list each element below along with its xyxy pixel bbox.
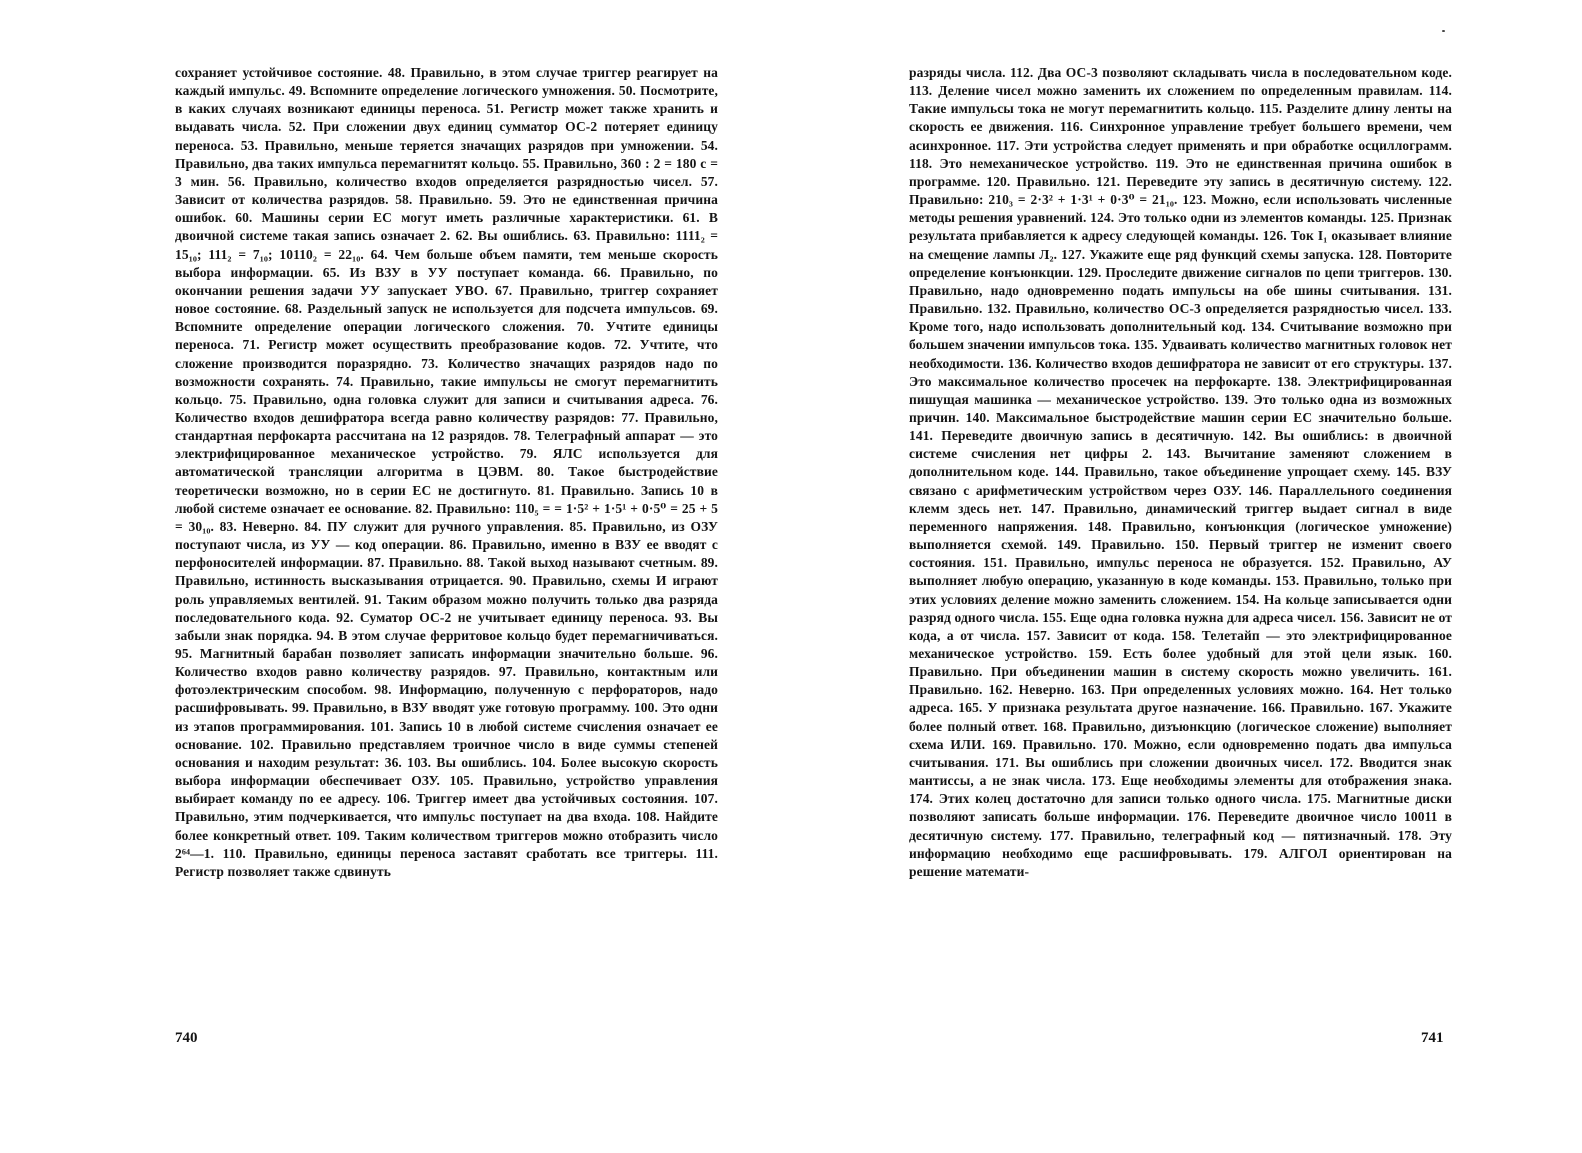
right-page	[791, 0, 1582, 1153]
left-page-text: сохраняет устойчивое состояние. 48. Правильно, в этом случае триггер реагирует на каждый импульс. 49. Вспомните определение логического умножения. 50. Посмотрите, в каких случаях возникают единицы переноса. 51. Регистр может также хранить и выдавать числа. 52. При сложении двух единиц сумматор ОС-2 потеряет единицу переноса. 53. Правильно, меньше теряется значащих разрядов при умножении. 54. Правильно, два таких импульса перемагнитят кольцо. 55. Правильно, 360 : 2 = 180 с = 3 мин. 56. Правильно, количество входов определяется разрядностью чисел. 57. Зависит от количества разрядов. 58. Правильно. 59. Это не единственная причина ошибок. 60. Машины серии ЕС могут иметь различные характеристики. 61. В двоичной системе такая запись означает 2. 62. Вы ошиблись. 63. Правильно: 1111₂ = 15₁₀; 111₂ = 7₁₀; 10110₂ = 22₁₀. 64. Чем больше объем памяти, тем меньше скорость выбора информации. 65. Из ВЗУ в УУ поступает команда. 66. Правильно, по окончании решения задачи УУ запускает УВО. 67. Правильно, триггер сохраняет новое состояние. 68. Раздельный запуск не используется для подсчета импульсов. 69. Вспомните определение операции логического сложения. 70. Учтите единицы переноса. 71. Регистр может осуществить преобразование кодов. 72. Учтите, что сложение производится поразрядно. 73. Количество значащих разрядов надо по возможности сохранять. 74. Правильно, такие импульсы не смогут перемагнитить кольцо. 75. Правильно, одна головка служит для записи и считывания адреса. 76. Количество входов дешифратора всегда равно количеству разрядов: 77. Правильно, стандартная перфокарта рассчитана на 12 разрядов. 78. Телеграфный аппарат — это электрифицированное механическое устройство. 79. ЯЛС используется для автоматической трансляции алгоритма в ЦЭВМ. 80. Такое быстродействие теоретически возможно, но в серии ЕС не достигнуто. 81. Правильно. Запись 10 в любой системе означает ее основание. 82. Правильно: 110₅ = = 1·5² + 1·5¹ + 0·5⁰ = 25 + 5 = 30₁₀. 83. Неверно. 84. ПУ служит для ручного управления. 85. Правильно, из ОЗУ поступают числа, из УУ — код операции. 86. Правильно, именно в ВЗУ ее вводят с перфоносителей информации. 87. Правильно. 88. Такой выход называют счетным. 89. Правильно, истинность высказывания отрицается. 90. Правильно, схемы И играют роль управляемых вентилей. 91. Таким образом можно получить только два разряда последовательного кода. 92. Суматор ОС-2 не учитывает единицу переноса. 93. Вы забыли знак порядка. 94. В этом случае ферритовое кольцо будет перемагничиваться. 95. Магнитный барабан позволяет записать информации значительно больше. 96. Количество входов равно количеству разрядов. 97. Правильно, контактным или фотоэлектрическим способом. 98. Информацию, полученную с перфораторов, надо расшифровывать. 99. Правильно, в ВЗУ вводят уже готовую программу. 100. Это одни из этапов программирования. 101. Запись 10 в любой системе счисления означает ее основание. 102. Правильно представляем троичное число в виде суммы степеней основания и находим результат: 36. 103. Вы ошиблись. 104. Более высокую скорость выбора информации обеспечивает ОЗУ. 105. Правильно, устройство управления выбирает команду по ее адресу. 106. Триггер имеет два устойчивых состояния. 107. Правильно, этим подчеркивается, что импульс поступает на два входа. 108. Найдите более конкретный ответ. 109. Таким количеством триггеров можно отобразить число 2⁶⁴—1. 110. Правильно, единицы переноса заставят сработать все триггеры. 111. Регистр позволяет также сдвинуть	[175, 65, 718, 879]
right-page-number: 741	[1421, 1030, 1444, 1046]
left-page-number: 740	[175, 1030, 198, 1046]
right-page-text: разряды числа. 112. Два ОС-3 позволяют складывать числа в последовательном коде. 113. Деление чисел можно заменить их сложением по определенным правилам. 114. Такие импульсы тока не могут перемагнитить кольцо. 115. Разделите длину ленты на скорость ее движения. 116. Синхронное управление требует большего времени, чем асинхронное. 117. Эти устройства следует применять и при обработке осциллограмм. 118. Это немеханическое устройство. 119. Это не единственная причина ошибок в программе. 120. Правильно. 121. Переведите эту запись в десятичную систему. 122. Правильно: 210₃ = 2·3² + 1·3¹ + 0·3⁰ = 21₁₀. 123. Можно, если использовать численные методы решения уравнений. 124. Это только одни из элементов команды. 125. Признак результата прибавляется к адресу следующей команды. 126. Ток I₁ оказывает влияние на смещение лампы Л₂. 127. Укажите еще ряд функций схемы запуска. 128. Повторите определение конъюнкции. 129. Проследите движение сигналов по цепи триггеров. 130. Правильно, надо одновременно подать импульсы на обе шины считывания. 131. Правильно. 132. Правильно, количество ОС-3 определяется разрядностью чисел. 133. Кроме того, надо использовать дополнительный код. 134. Считывание возможно при большем значении импульсов тока. 135. Удваивать количество магнитных головок нет необходимости. 136. Количество входов дешифратора не зависит от его структуры. 137. Это максимальное количество просечек на перфокарте. 138. Электрифицированная пишущая машинка — механическое устройство. 139. Это только одна из возможных причин. 140. Максимальное быстродействие машин серии ЕС значительно больше. 141. Переведите двоичную запись в десятичную. 142. Вы ошиблись: в двоичной системе счисления нет цифры 2. 143. Вычитание заменяют сложением в дополнительном коде. 144. Правильно, такое объединение упрощает схему. 145. ВЗУ связано с арифметическим устройством через ОЗУ. 146. Параллельного соединения клемм здесь нет. 147. Правильно, динамический триггер выдает сигнал в виде переменного напряжения. 148. Правильно, конъюнкция (логическое умножение) выполняется схемой. 149. Правильно. 150. Первый триггер не изменит своего состояния. 151. Правильно, импульс переноса не образуется. 152. Правильно, АУ выполняет любую операцию, указанную в коде команды. 153. Правильно, только при этих условиях деление можно заменить сложением. 154. На кольце записывается одни разряд одного числа. 155. Еще одна головка нужна для адреса чисел. 156. Зависит не от кода, а от числа. 157. Зависит от кода. 158. Телетайп — это электрифицированное механическое устройство. 159. Есть более удобный для этой цели язык. 160. Правильно. При объединении машин в систему скорость можно увеличить. 161. Правильно. 162. Неверно. 163. При определенных условиях можно. 164. Нет только адреса. 165. У признака результата другое назначение. 166. Правильно. 167. Укажите более полный ответ. 168. Правильно, дизъюнкцию (логическое сложение) выполняет схема ИЛИ. 169. Правильно. 170. Можно, если одновременно подать два импульса считывания. 171. Вы ошиблись при сложении двоичных чисел. 172. Вводится знак мантиссы, а не знак числа. 173. Еще необходимы элементы для отображения знака. 174. Этих колец достаточно для записи только одного числа. 175. Магнитные диски позволяют записать больше информации. 176. Переведите двоичное число 10011 в десятичную систему. 177. Правильно, телеграфный код — пятизначный. 178. Эту информацию необходимо еще расшифровывать. 179. АЛГОЛ ориентирован на решение математи-	[909, 65, 1452, 879]
print-speck	[1442, 30, 1445, 32]
